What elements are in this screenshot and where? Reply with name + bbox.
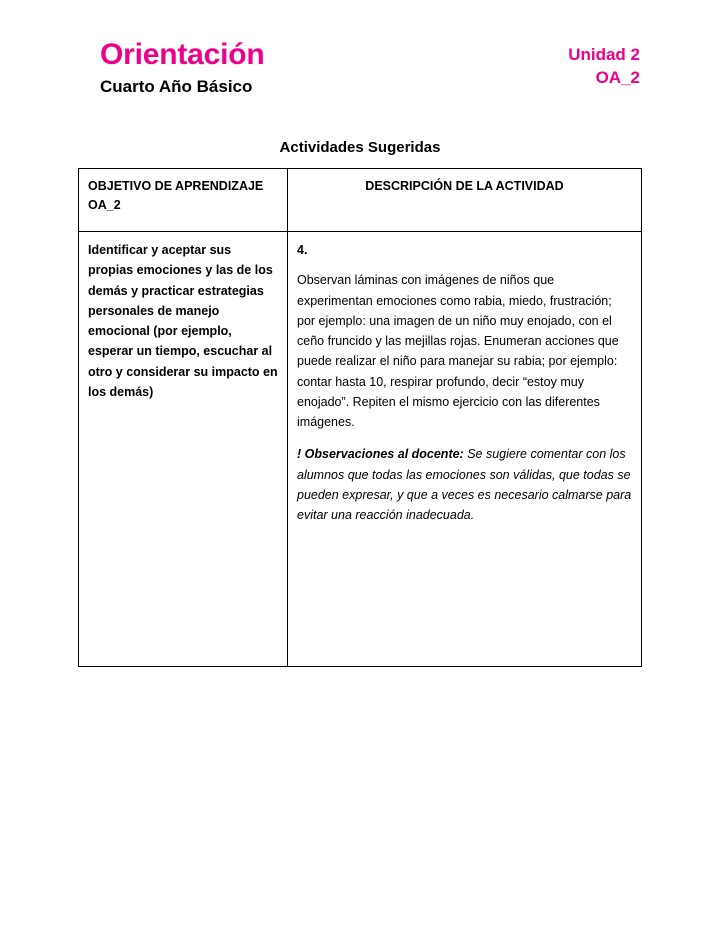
grade-title: Cuarto Año Básico xyxy=(100,77,253,96)
table-body xyxy=(79,232,642,667)
header-right-block xyxy=(568,44,640,90)
objective-cell: Identificar y aceptar sus propias emociones y las de los demás y practicar estrategias personales de manejo emocional (por ejemplo, esperar un tiempo, escuchar al otro y considerar su impacto en los demás) xyxy=(79,232,288,667)
table-head xyxy=(79,169,642,232)
column-header-description: DESCRIPCIÓN DE LA ACTIVIDAD xyxy=(288,169,642,232)
table-row xyxy=(79,232,642,667)
observation-label: ! Observaciones al docente: xyxy=(297,447,464,462)
table-header-row xyxy=(79,169,642,232)
column-header-objective: OBJETIVO DE APRENDIZAJE OA_2 xyxy=(79,169,288,232)
document-header xyxy=(0,0,720,97)
header-left-block xyxy=(100,38,265,97)
observation-text: Se sugiere comentar con los alumnos que todas las emociones son válidas, que todas se pueden expresar, y que a veces es necesario calmarse para evitar una reacción inadecuada. xyxy=(297,447,632,522)
description-cell xyxy=(288,232,642,667)
activities-table-wrapper xyxy=(78,168,642,667)
subject-title: Orientación xyxy=(100,38,265,71)
unit-label: Unidad 2 xyxy=(568,45,640,64)
activity-text: Observan láminas con imágenes de niños que experimentan emociones como rabia, miedo, frustración; por ejemplo: una imagen de un niño muy enojado, con el ceño fruncido y las mejillas rojas. Enumeran acciones que puede realizar el niño para manejar su rabia; por ejemplo: contar hasta 10, respirar profundo, decir “estoy muy enojado”. Repiten el mismo ejercicio con las diferentes imágenes. xyxy=(297,273,619,429)
section-title: Actividades Sugeridas xyxy=(279,139,441,156)
observation-paragraph xyxy=(297,444,632,525)
activities-table xyxy=(78,168,642,667)
activity-number: 4. xyxy=(297,243,308,257)
oa-code-label: OA_2 xyxy=(595,67,640,87)
